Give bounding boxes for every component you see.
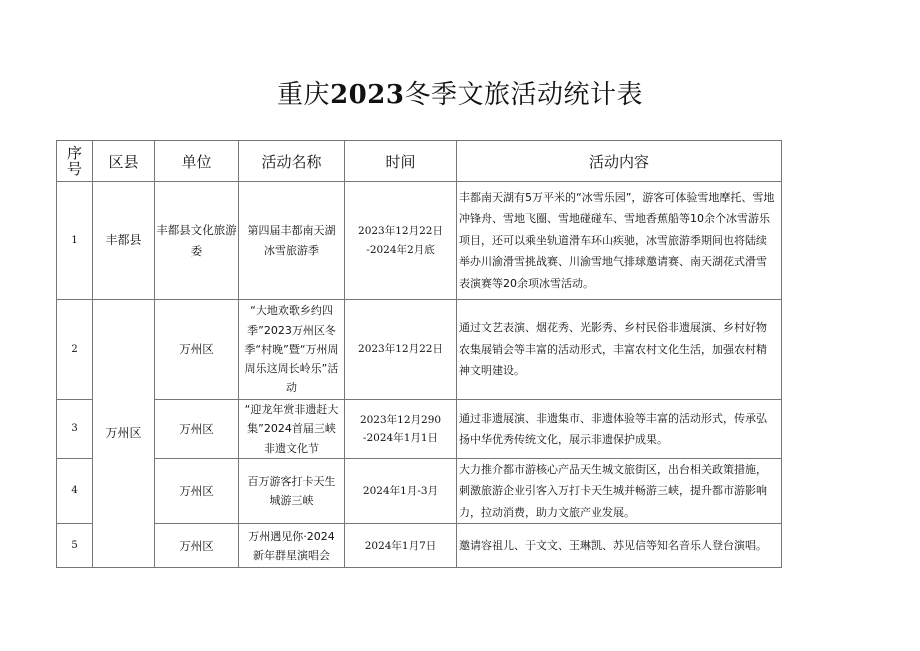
header-content: 活动内容 <box>457 141 782 182</box>
row-time-end: -2024年2月底 <box>366 243 435 256</box>
document-title <box>0 74 920 111</box>
row-district: 丰都县 <box>93 182 155 300</box>
row-seq: 2 <box>57 300 93 400</box>
header-unit: 单位 <box>155 141 239 182</box>
row-time <box>345 400 457 459</box>
row-time-start: 2023年12月290 <box>359 413 442 426</box>
table-row <box>57 300 782 400</box>
header-seq <box>57 141 93 182</box>
row-activity-name: 百万游客打卡天生城游三峡 <box>239 459 345 524</box>
row-activity-name: “大地欢歌乡约四季”2023万州区冬季“村晚”暨“万州周周乐这周长岭乐”活动 <box>239 300 345 400</box>
table-row <box>57 182 782 300</box>
table-row <box>57 400 782 459</box>
row-time <box>345 300 457 400</box>
row-seq: 1 <box>57 182 93 300</box>
row-unit: 万州区 <box>155 400 239 459</box>
row-seq: 3 <box>57 400 93 459</box>
table-row <box>57 459 782 524</box>
row-unit: 丰都县文化旅游委 <box>155 182 239 300</box>
header-seq-line1: 序 <box>66 143 82 162</box>
row-unit: 万州区 <box>155 300 239 400</box>
row-time-start: 2024年1月7日 <box>364 539 437 552</box>
row-content: 大力推介都市游核心产品天生城文旅街区，出台相关政策措施，刺激旅游企业引客入万打卡天生城并畅游三峡，提升都市游影响力，拉动消费，助力文旅产业发展。 <box>457 459 782 524</box>
row-time <box>345 459 457 524</box>
row-time-start: 2023年12月22日 <box>358 225 443 238</box>
row-content: 通过文艺表演、烟花秀、光影秀、乡村民俗非遗展演、乡村好物农集展销会等丰富的活动形式，丰富农村文化生活，加强农村精神文明建设。 <box>457 300 782 400</box>
row-content: 丰都南天湖有5万平米的“冰雪乐园”，游客可体验雪地摩托、雪地冲锋舟、雪地飞圈、雪地碰碰车、雪地香蕉船等10余个冰雪游乐项目，还可以乘坐轨道滑车环山疾驰，冰雪旅游季期间也将陆续举办川渝滑雪挑战赛、川渝雪地气排球邀请赛、南天湖花式滑雪表演赛等20余项冰雪活动。 <box>457 182 782 300</box>
header-time: 时间 <box>345 141 457 182</box>
row-time-start: 2023年12月22日 <box>358 343 443 356</box>
header-district: 区县 <box>93 141 155 182</box>
row-unit: 万州区 <box>155 524 239 568</box>
row-district: 万州区 <box>93 300 155 568</box>
row-time <box>345 182 457 300</box>
row-activity-name: “迎龙年赏非遗赶大集”2024首届三峡非遗文化节 <box>239 400 345 459</box>
row-content: 邀请容祖儿、于文文、王琳凯、苏见信等知名音乐人登台演唱。 <box>457 524 782 568</box>
row-unit: 万州区 <box>155 459 239 524</box>
row-time-end: -2024年1月1日 <box>362 432 439 444</box>
activity-table <box>56 140 782 568</box>
table-row <box>57 524 782 568</box>
row-time-start: 2024年1月-3月 <box>362 484 439 497</box>
row-activity-name: 第四届丰都南天湖冰雪旅游季 <box>239 182 345 300</box>
row-activity-name: 万州遇见你·2024新年群星演唱会 <box>239 524 345 568</box>
table-header-row <box>57 141 782 182</box>
row-time <box>345 524 457 568</box>
row-seq: 5 <box>57 524 93 568</box>
header-activity: 活动名称 <box>239 141 345 182</box>
row-content: 通过非遗展演、非遗集市、非遗体验等丰富的活动形式，传承弘扬中华优秀传统文化，展示非遗保护成果。 <box>457 400 782 459</box>
title-year: 2023 <box>330 80 405 110</box>
title-suffix: 冬季文旅活动统计表 <box>404 80 643 110</box>
header-seq-line2: 号 <box>66 160 82 178</box>
title-prefix: 重庆 <box>277 80 331 110</box>
row-seq: 4 <box>57 459 93 524</box>
